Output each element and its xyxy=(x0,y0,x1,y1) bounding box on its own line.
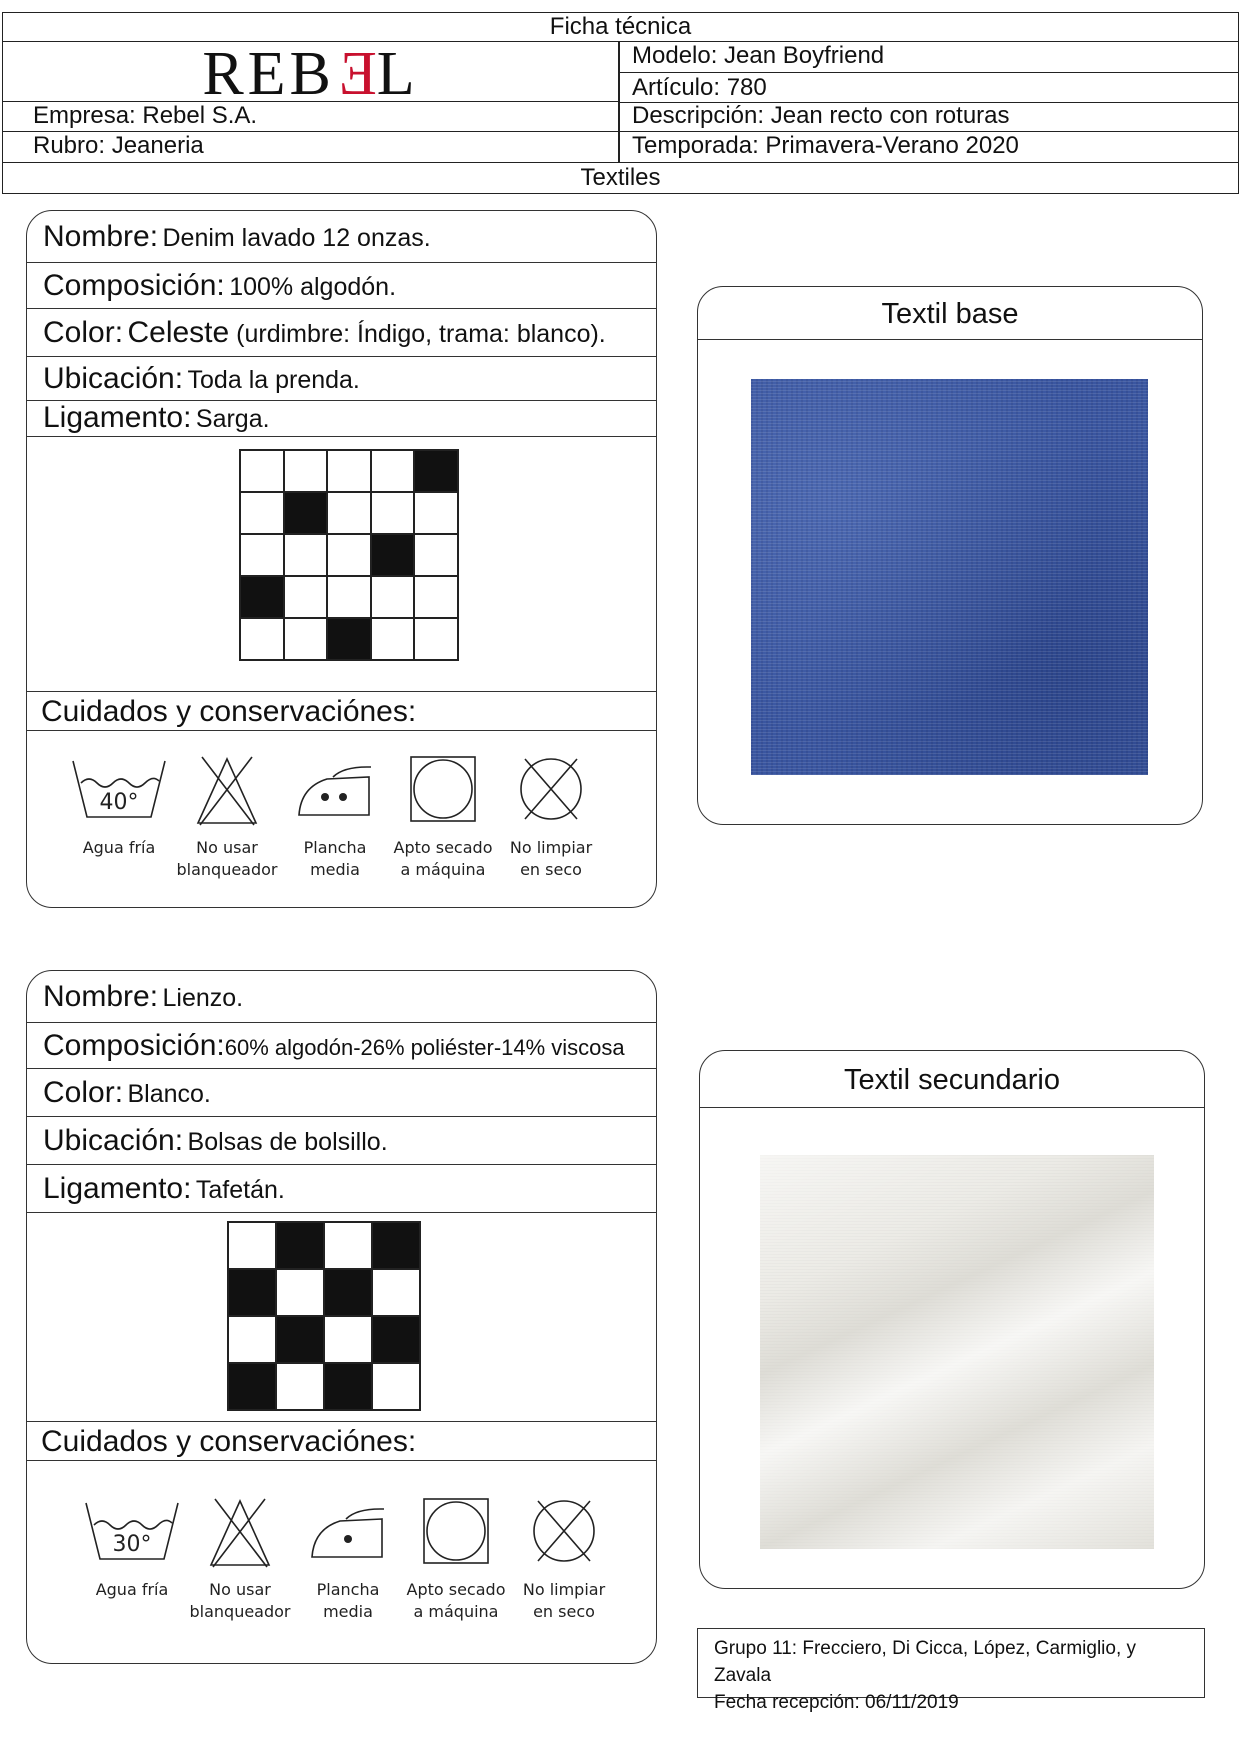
weave-cell-empty xyxy=(327,492,371,534)
textile-card-base xyxy=(26,210,657,908)
ligamento-row xyxy=(27,1165,656,1213)
weave-cell-empty xyxy=(327,534,371,576)
weave-cell-filled xyxy=(228,1269,276,1316)
weave-cell-filled xyxy=(228,1363,276,1410)
care-label: Agua fría xyxy=(95,1580,169,1599)
care-label: No usar blanqueador xyxy=(176,838,278,879)
composicion-label: Composición: xyxy=(43,269,225,302)
tumble-dry-icon xyxy=(402,1495,510,1573)
weave-cell-empty xyxy=(414,618,458,660)
color-detail-value: (urdimbre: Índigo, trama: blanco). xyxy=(229,320,606,348)
empresa-cell: Empresa: Rebel S.A. xyxy=(2,102,619,132)
panel-title: Textil base xyxy=(698,287,1202,340)
canvas-swatch-image xyxy=(760,1155,1154,1549)
group-credits: Grupo 11: Frecciero, Di Cicca, López, Carmiglio, y Zavala xyxy=(714,1638,1137,1686)
denim-swatch-image xyxy=(751,379,1148,775)
rebel-logo xyxy=(3,40,618,108)
care-label: No limpiar en seco xyxy=(509,838,593,879)
iron-low-icon xyxy=(294,1495,402,1573)
composicion-value: 60% algodón-26% poliéster-14% viscosa xyxy=(224,1035,625,1060)
color-main-value: Celeste xyxy=(127,316,230,349)
weave-cell-empty xyxy=(371,618,415,660)
ubicacion-row xyxy=(27,357,656,401)
care-label: Agua fría xyxy=(82,838,156,857)
section-textiles: Textiles xyxy=(2,162,1239,194)
weave-cell-empty xyxy=(240,450,284,492)
svg-text:30°: 30° xyxy=(112,1532,152,1557)
color-row xyxy=(27,309,656,357)
care-item xyxy=(65,753,173,881)
weave-cell-empty xyxy=(284,618,328,660)
swatch-panel-secondary xyxy=(699,1050,1205,1589)
ligamento-value: Tafetán. xyxy=(195,1176,285,1204)
color-detail-value: Blanco. xyxy=(127,1080,211,1108)
care-item xyxy=(186,1495,294,1623)
care-label: Apto secado a máquina xyxy=(393,838,493,879)
care-label: Plancha media xyxy=(316,1580,380,1621)
weave-cell-empty xyxy=(240,492,284,534)
footer-box xyxy=(697,1628,1205,1713)
color-label: Color: xyxy=(43,1076,124,1109)
weave-cell-filled xyxy=(324,1269,372,1316)
nombre-label: Nombre: xyxy=(43,980,159,1013)
weave-cell-empty xyxy=(371,492,415,534)
twill-weave-diagram xyxy=(239,449,459,661)
descripcion-cell: Descripción: Jean recto con roturas xyxy=(619,102,1239,132)
weave-cell-filled xyxy=(240,576,284,618)
nombre-value: Lienzo. xyxy=(162,984,244,1012)
reception-date: Fecha recepción: 06/11/2019 xyxy=(714,1692,959,1713)
ubicacion-label: Ubicación: xyxy=(43,362,184,395)
weave-cell-filled xyxy=(327,618,371,660)
weave-cell-empty xyxy=(284,534,328,576)
wash-basin-icon xyxy=(78,1495,186,1573)
ubicacion-value: Bolsas de bolsillo. xyxy=(187,1128,388,1156)
weave-cell-empty xyxy=(324,1316,372,1363)
nombre-row xyxy=(27,971,656,1023)
no-bleach-icon xyxy=(186,1495,294,1573)
rubro-cell: Rubro: Jeaneria xyxy=(2,132,619,163)
color-row xyxy=(27,1069,656,1117)
weave-cell-empty xyxy=(371,450,415,492)
plain-weave-diagram xyxy=(227,1221,421,1411)
nombre-label: Nombre: xyxy=(43,220,159,253)
care-item xyxy=(78,1495,186,1623)
logo-accent-letter: E xyxy=(334,40,377,108)
weave-cell-filled xyxy=(276,1222,324,1269)
weave-cell-empty xyxy=(240,618,284,660)
no-dry-clean-icon xyxy=(510,1495,618,1573)
nombre-row xyxy=(27,211,656,263)
weave-cell-empty xyxy=(371,576,415,618)
modelo-cell: Modelo: Jean Boyfriend xyxy=(619,42,1239,73)
logo-cell xyxy=(2,40,619,108)
composicion-value: 100% algodón. xyxy=(229,273,397,301)
care-item xyxy=(402,1495,510,1623)
ligamento-row xyxy=(27,401,656,437)
ligamento-value: Sarga. xyxy=(195,405,270,433)
weave-cell-empty xyxy=(414,492,458,534)
care-item xyxy=(294,1495,402,1623)
weave-cell-empty xyxy=(228,1316,276,1363)
weave-cell-filled xyxy=(414,450,458,492)
sheet-title: Ficha técnica xyxy=(2,12,1239,42)
composicion-row xyxy=(27,1023,656,1069)
weave-cell-empty xyxy=(414,534,458,576)
temporada-cell: Temporada: Primavera-Verano 2020 xyxy=(619,132,1239,163)
weave-cell-empty xyxy=(414,576,458,618)
weave-cell-empty xyxy=(284,576,328,618)
composicion-label: Composición: xyxy=(43,1029,225,1062)
ubicacion-label: Ubicación: xyxy=(43,1124,184,1157)
care-title: Cuidados y conservaciónes: xyxy=(27,691,656,731)
weave-cell-empty xyxy=(276,1269,324,1316)
care-label: No usar blanqueador xyxy=(189,1580,291,1621)
weave-cell-empty xyxy=(228,1222,276,1269)
logo-suffix: L xyxy=(376,40,419,108)
svg-text:40°: 40° xyxy=(99,790,139,815)
weave-cell-empty xyxy=(327,576,371,618)
weave-cell-filled xyxy=(324,1363,372,1410)
care-item xyxy=(281,753,389,881)
care-title: Cuidados y conservaciónes: xyxy=(27,1421,656,1461)
swatch-panel-base xyxy=(697,286,1203,825)
textile-card-secondary xyxy=(26,970,657,1664)
weave-cell-empty xyxy=(372,1269,420,1316)
iron-medium-icon xyxy=(281,753,389,831)
care-icons-row xyxy=(65,753,605,881)
weave-cell-filled xyxy=(371,534,415,576)
logo-prefix: REB xyxy=(202,40,335,108)
weave-cell-empty xyxy=(327,450,371,492)
care-item xyxy=(510,1495,618,1623)
care-label: Plancha media xyxy=(303,838,367,879)
no-bleach-icon xyxy=(173,753,281,831)
weave-cell-empty xyxy=(324,1222,372,1269)
nombre-value: Denim lavado 12 onzas. xyxy=(162,224,431,252)
care-label: Apto secado a máquina xyxy=(406,1580,506,1621)
ubicacion-value: Toda la prenda. xyxy=(187,366,360,394)
ligamento-label: Ligamento: xyxy=(43,401,192,434)
weave-cell-filled xyxy=(372,1222,420,1269)
articulo-cell: Artículo: 780 xyxy=(619,73,1239,103)
tumble-dry-icon xyxy=(389,753,497,831)
color-label: Color: xyxy=(43,316,124,349)
care-label: No limpiar en seco xyxy=(522,1580,606,1621)
care-item xyxy=(173,753,281,881)
ubicacion-row xyxy=(27,1117,656,1165)
weave-cell-empty xyxy=(372,1363,420,1410)
care-item xyxy=(497,753,605,881)
panel-title: Textil secundario xyxy=(700,1051,1204,1108)
care-item xyxy=(389,753,497,881)
no-dry-clean-icon xyxy=(497,753,605,831)
care-icons-row xyxy=(78,1495,618,1623)
weave-cell-filled xyxy=(284,492,328,534)
weave-cell-filled xyxy=(372,1316,420,1363)
weave-cell-empty xyxy=(276,1363,324,1410)
weave-cell-empty xyxy=(284,450,328,492)
composicion-row xyxy=(27,263,656,309)
ligamento-label: Ligamento: xyxy=(43,1172,192,1205)
wash-basin-icon xyxy=(65,753,173,831)
weave-cell-filled xyxy=(276,1316,324,1363)
weave-cell-empty xyxy=(240,534,284,576)
